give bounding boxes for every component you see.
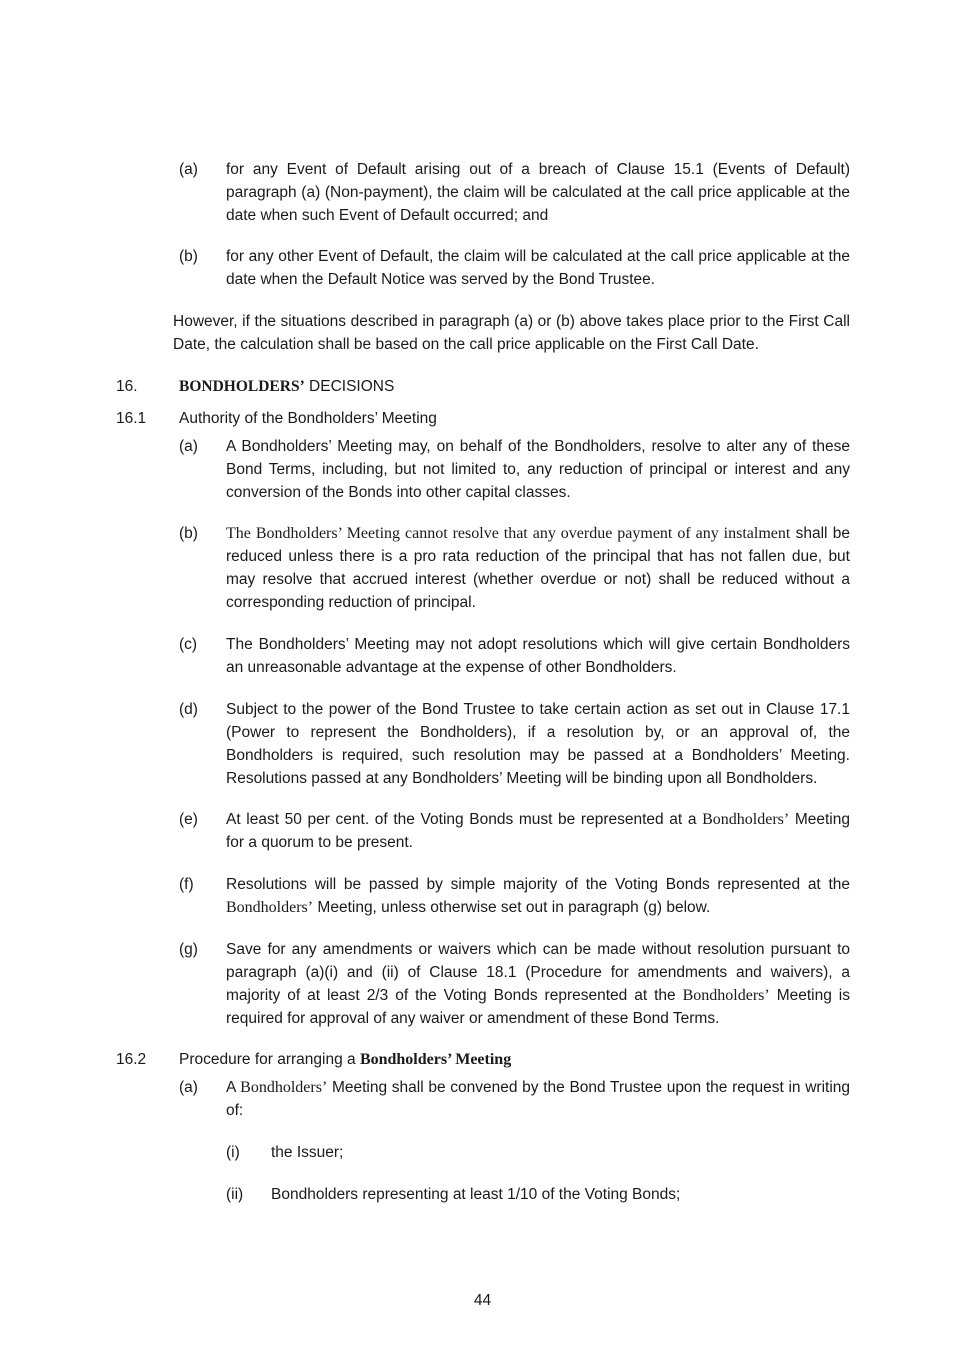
section-16-1-title: Authority of the Bondholders’ Meeting [179,410,437,427]
item-label: (e) [179,811,198,828]
item-text-after: Meeting shall be convened by the Bond Trustee upon the request in writing of: [226,1079,850,1119]
section-16-2-title-part2: Bondholders’ Meeting [359,1051,512,1068]
section-16-title [179,375,394,398]
section-16-title-part1: BONDHOLDERS’ [179,378,305,395]
item-text-before: Save for any amendments or waivers which can be made without resolution pursuant to paragraph (a)(i) and (ii) of Clause 18.1 (Procedure for amendments and waivers), a majority of at least 2/3 of the Voting Bonds represented at the [226,941,850,1004]
section-16-1-number: 16.1 [116,410,147,427]
subitem-text: Bondholders representing at least 1/10 of the Voting Bonds; [271,1186,681,1203]
subitem-label: (i) [226,1144,240,1161]
section-16-number: 16. [116,378,138,395]
item-text-before: Resolutions will be passed by simple majority of the Voting Bonds represented at the [226,876,850,893]
item-text-after: Meeting for a quorum to be present. [226,811,850,851]
item-text [226,873,850,919]
however-paragraph: However, if the situations described in paragraph (a) or (b) above takes place prior to the First Call Date, the calculation shall be based on the call price applicable on the First Call Date. [173,313,850,353]
item-text-after: Meeting, unless otherwise set out in paragraph (g) below. [313,899,711,916]
item-label: (f) [179,876,194,893]
item-text-serif: Bondholders’ [240,1079,328,1096]
page-number: 44 [473,1292,492,1309]
item-text-serif: Bondholders’ [226,899,314,916]
item-text: for any Event of Default arising out of a breach of Clause 15.1 (Events of Default) paragraph (a) (Non-payment), the claim will be calculated at the call price applicable at the date when such Event of Default occurred; and [226,161,850,224]
item-label: (d) [179,701,198,718]
item-text [226,808,850,854]
item-text-after: Meeting is required for approval of any waiver or amendment of these Bond Terms. [226,987,850,1027]
item-text: for any other Event of Default, the claim will be calculated at the call price applicable at the date when the Default Notice was served by the Bond Trustee. [226,248,850,288]
item-text-serif: The Bondholders’ Meeting cannot resolve that any overdue payment of any instalment [226,525,791,542]
item-text [226,938,850,1030]
subitem-text: the Issuer; [271,1144,344,1161]
item-label: (a) [179,161,198,178]
item-label: (a) [179,438,198,455]
item-text-before: At least 50 per cent. of the Voting Bonds must be represented at a [226,811,703,828]
item-label: (a) [179,1079,198,1096]
item-label: (b) [179,525,198,542]
item-text [226,1076,850,1122]
section-16-2-title [179,1048,511,1071]
item-text-serif: Bondholders’ [702,811,790,828]
item-label: (b) [179,248,198,265]
item-label: (g) [179,941,198,958]
item-label: (c) [179,636,198,653]
section-16-2-number: 16.2 [116,1051,147,1068]
section-16-2-title-part1: Procedure for arranging a [179,1051,360,1068]
item-text-rest: shall be reduced unless there is a pro rata reduction of the principal that has not fallen due, but may resolve that accrued interest (whether overdue or not) shall be reduced without a corresponding reduction of principal. [226,525,851,611]
item-text: The Bondholders’ Meeting may not adopt resolutions which will give certain Bondholders an unreasonable advantage at the expense of other Bondholders. [226,636,850,676]
section-16-title-part2: DECISIONS [304,378,395,395]
subitem-label: (ii) [226,1186,244,1203]
item-text: Subject to the power of the Bond Trustee to take certain action as set out in Clause 17.1 (Power to represent the Bondholders), if a resolution by, or an approval of, the Bondholders is required, such resolution may be passed at a Bondholders’ Meeting. Resolutions passed at any Bondholders’ Meeting will be binding upon all Bondholders. [226,701,850,787]
item-text [226,522,850,614]
item-text-serif: Bondholders’ [682,987,770,1004]
item-text: A Bondholders’ Meeting may, on behalf of the Bondholders, resolve to alter any of these Bond Terms, including, but not limited to, any reduction of principal or interest and any conversion of the Bonds into other capital classes. [226,438,850,501]
item-text-before: A [226,1079,241,1096]
